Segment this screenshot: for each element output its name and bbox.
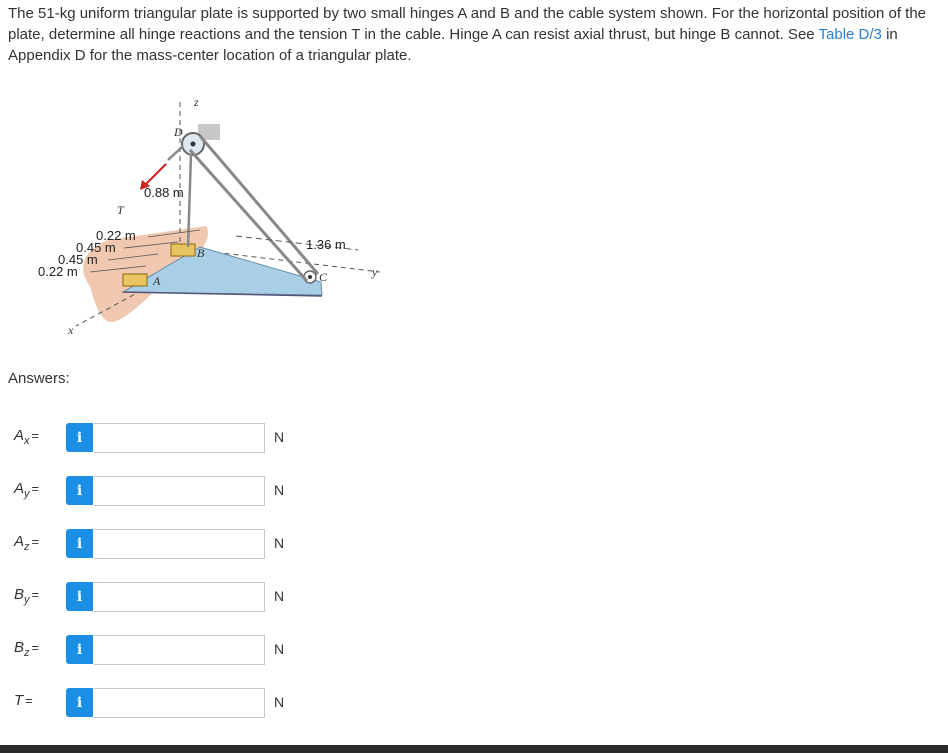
answer-input-t[interactable]: [94, 688, 265, 718]
answer-input-ay[interactable]: [94, 476, 265, 506]
unit-label: N: [274, 535, 285, 551]
equals-sign: =: [31, 481, 40, 496]
answer-var: A: [14, 427, 25, 444]
dim-045-top: 0.45 m: [76, 240, 116, 255]
answer-subscript: z: [24, 541, 30, 553]
label-c: C: [319, 270, 328, 284]
equals-sign: =: [31, 587, 40, 602]
label-x: x: [68, 323, 74, 337]
answer-subscript: y: [24, 488, 30, 500]
unit-label: N: [274, 482, 285, 498]
unit-label: N: [274, 641, 285, 657]
tension-arrow: [144, 164, 166, 186]
answer-row: [0, 474, 948, 508]
info-icon[interactable]: i: [66, 423, 93, 452]
answer-input-by[interactable]: [94, 582, 265, 612]
dim-088: 0.88 m: [144, 185, 184, 200]
answer-var: A: [14, 480, 25, 497]
answer-label-az: [14, 533, 64, 553]
label-b: B: [197, 246, 205, 260]
answer-row: [0, 527, 948, 561]
table-d3-link[interactable]: Table D/3: [818, 26, 882, 43]
answer-row: [0, 421, 948, 455]
answer-subscript: x: [24, 435, 30, 447]
unit-label: N: [274, 694, 285, 710]
label-y: y: [372, 265, 378, 279]
answer-label-by: [14, 586, 64, 606]
answer-subscript: y: [24, 594, 30, 606]
info-icon[interactable]: i: [66, 582, 93, 611]
label-a: A: [153, 274, 161, 288]
answer-subscript: z: [24, 647, 30, 659]
answer-label-t: [14, 692, 64, 712]
dim-045-bottom: 0.45 m: [58, 252, 98, 267]
answer-label-ax: [14, 427, 64, 447]
answer-var: A: [14, 533, 25, 550]
label-d: D: [174, 125, 183, 139]
unit-label: N: [274, 588, 285, 604]
answer-var: B: [14, 586, 25, 603]
answer-row: [0, 686, 948, 720]
pulley-d-hub: [191, 142, 196, 147]
problem-text-part1: The 51-kg uniform triangular plate is supported by two small hinges A and B and the cable system shown. For the horizontal position of the plate, determine all hinge reactions and the tension T in the cable. Hinge A can resist axial thrust, but hinge B cannot. See: [8, 5, 927, 43]
dim-136: 1.36 m: [306, 237, 346, 252]
answer-var: B: [14, 639, 25, 656]
dim-022-bottom: 0.22 m: [38, 264, 78, 279]
answer-input-ax[interactable]: [94, 423, 265, 453]
answer-label-bz: [14, 639, 64, 659]
answer-input-az[interactable]: [94, 529, 265, 559]
info-icon[interactable]: i: [66, 635, 93, 664]
dim-022-top: 0.22 m: [96, 228, 136, 243]
answer-label-ay: [14, 480, 64, 500]
answer-input-bz[interactable]: [94, 635, 265, 665]
info-icon[interactable]: i: [66, 529, 93, 558]
equals-sign: =: [31, 428, 40, 443]
pulley-c-hub: [308, 275, 312, 279]
problem-text-part2: in Appendix D for the mass-center location of a triangular plate.: [8, 26, 898, 64]
answer-var: T: [14, 692, 24, 709]
answer-row: [0, 580, 948, 614]
hinge-a: [123, 274, 147, 286]
problem-figure: [28, 90, 388, 340]
unit-label: N: [274, 429, 285, 445]
figure-svg: [28, 90, 388, 340]
label-t: T: [117, 203, 124, 217]
equals-sign: =: [31, 534, 40, 549]
equals-sign: =: [25, 693, 33, 708]
answers-heading: Answers:: [8, 370, 70, 387]
label-z: z: [194, 95, 199, 109]
equals-sign: =: [31, 640, 40, 655]
info-icon[interactable]: i: [66, 688, 93, 717]
info-icon[interactable]: i: [66, 476, 93, 505]
cable-d-tension: [168, 146, 183, 160]
hinge-b: [171, 244, 195, 256]
problem-statement: [8, 3, 943, 66]
answer-row: [0, 633, 948, 667]
footer-bar: [0, 745, 948, 753]
